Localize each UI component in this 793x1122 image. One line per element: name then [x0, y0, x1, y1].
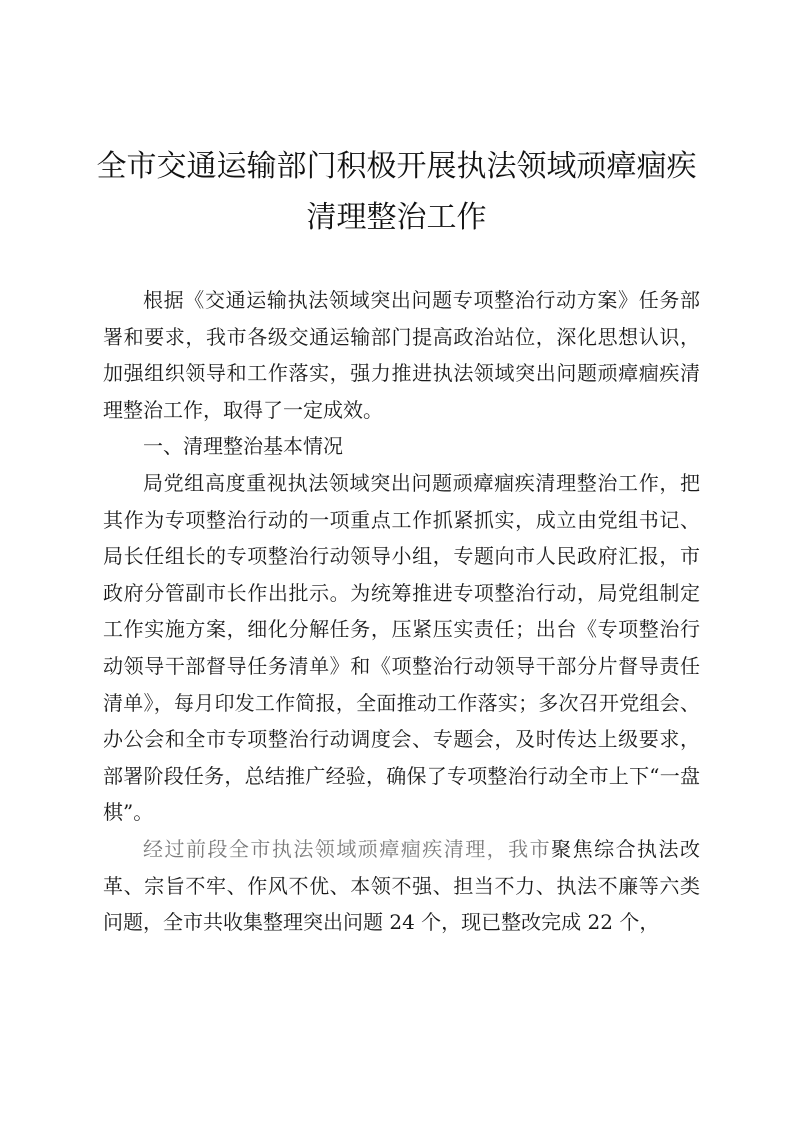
- document-body: [103, 282, 700, 941]
- paragraph-overview: 局党组高度重视执法领域突出问题顽瘴痼疾清理整治工作，把其作为专项整治行动的一项重点工作抓紧抓实，成立由党组书记、局长任组长的专项整治行动领导小组，专题向市人民政府汇报，市政府分管副市长作出批示。为统筹推进专项整治行动，局党组制定工作实施方案，细化分解任务，压紧压实责任；出台《专项整治行动领导干部督导任务清单》和《项整治行动领导干部分片督导责任清单》，每月印发工作简报，全面推动工作落实；多次召开党组会、办公会和全市专项整治行动调度会、专题会，及时传达上级要求，部署阶段任务，总结推广经验，确保了专项整治行动全市上下“一盘棋”。: [103, 470, 700, 825]
- document-title-line-1: 全市交通运输部门积极开展执法领域顽瘴痼疾: [96, 149, 697, 184]
- paragraph-results: [103, 831, 700, 941]
- document-title-line-2: 清理整治工作: [306, 200, 487, 235]
- section-heading-1: 一、清理整治基本情况: [143, 434, 343, 459]
- paragraph-intro: 根据《交通运输执法领域突出问题专项整治行动方案》任务部署和要求，我市各级交通运输部门提高政治站位，深化思想认识，加强组织领导和工作落实，强力推进执法领域突出问题顽瘴痼疾清理整治工作，取得了一定成效。: [103, 288, 700, 422]
- faded-text: 经过前段全市执法领域顽瘴痼疾清理，我市: [143, 836, 552, 861]
- results-text: 聚焦综合执法改革、宗旨不牢、作风不优、本领不强、担当不力、执法不廉等六类问题，全市共收集整理突出问题 24 个，现已整改完成 22 个，: [103, 836, 701, 935]
